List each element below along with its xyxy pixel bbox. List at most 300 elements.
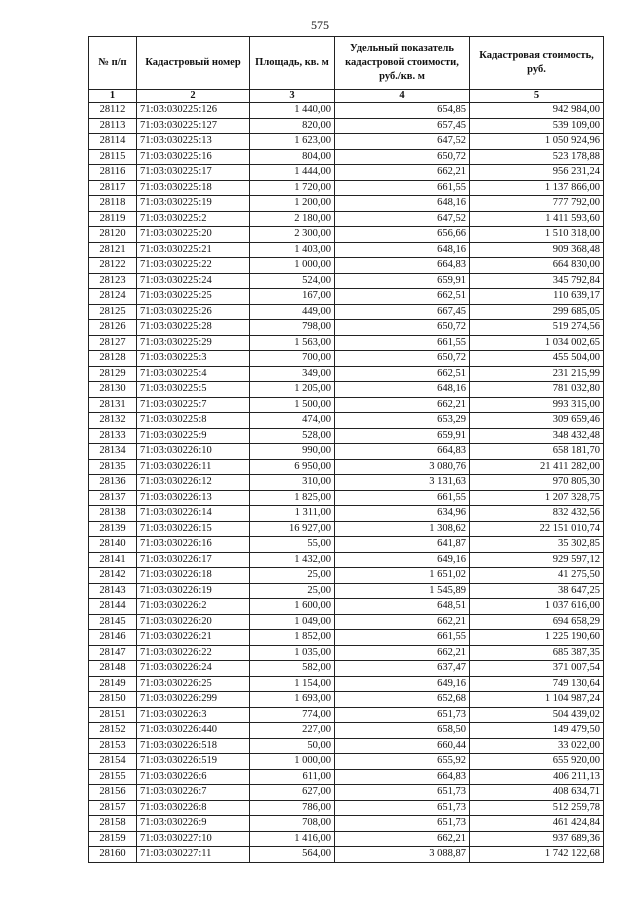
table-row [89, 242, 604, 258]
area-value: 564,00 [250, 847, 335, 863]
cadastral-number: 71:03:030227:10 [137, 831, 250, 847]
cadastral-value: 655 920,00 [470, 754, 604, 770]
row-index: 28126 [89, 320, 137, 336]
area-value: 1 720,00 [250, 180, 335, 196]
area-value: 1 444,00 [250, 165, 335, 181]
area-value: 1 416,00 [250, 831, 335, 847]
row-index: 28139 [89, 521, 137, 537]
cadastral-value: 519 274,56 [470, 320, 604, 336]
area-value: 1 563,00 [250, 335, 335, 351]
cadastral-number: 71:03:030225:24 [137, 273, 250, 289]
row-index: 28152 [89, 723, 137, 739]
table-row [89, 196, 604, 212]
unit-rate-value: 3 080,76 [335, 459, 470, 475]
row-index: 28128 [89, 351, 137, 367]
table-row [89, 614, 604, 630]
unit-rate-value: 651,73 [335, 816, 470, 832]
table-row [89, 676, 604, 692]
area-value: 1 403,00 [250, 242, 335, 258]
cadastral-number: 71:03:030226:22 [137, 645, 250, 661]
table-row [89, 227, 604, 243]
area-value: 25,00 [250, 568, 335, 584]
unit-rate-value: 657,45 [335, 118, 470, 134]
unit-rate-value: 1 651,02 [335, 568, 470, 584]
cadastral-number: 71:03:030225:9 [137, 428, 250, 444]
cadastral-value: 749 130,64 [470, 676, 604, 692]
row-index: 28137 [89, 490, 137, 506]
cadastral-value: 1 037 616,00 [470, 599, 604, 615]
table-row [89, 289, 604, 305]
cadastral-number: 71:03:030226:7 [137, 785, 250, 801]
row-index: 28133 [89, 428, 137, 444]
row-index: 28158 [89, 816, 137, 832]
area-value: 820,00 [250, 118, 335, 134]
table-row [89, 738, 604, 754]
cadastral-value: 664 830,00 [470, 258, 604, 274]
unit-rate-value: 651,73 [335, 800, 470, 816]
cadastral-value: 371 007,54 [470, 661, 604, 677]
table-row [89, 645, 604, 661]
row-index: 28142 [89, 568, 137, 584]
unit-rate-value: 652,68 [335, 692, 470, 708]
unit-rate-value: 647,52 [335, 134, 470, 150]
unit-rate-value: 661,55 [335, 180, 470, 196]
page-number: 575 [311, 18, 329, 32]
cadastral-value: 110 639,17 [470, 289, 604, 305]
cadastral-value: 1 411 593,60 [470, 211, 604, 227]
area-value: 1 432,00 [250, 552, 335, 568]
cadastral-value: 694 658,29 [470, 614, 604, 630]
table-row [89, 692, 604, 708]
cadastral-number: 71:03:030226:2 [137, 599, 250, 615]
cadastral-value: 35 302,85 [470, 537, 604, 553]
table-row [89, 800, 604, 816]
row-index: 28123 [89, 273, 137, 289]
cadastral-number: 71:03:030225:17 [137, 165, 250, 181]
row-index: 28143 [89, 583, 137, 599]
cadastral-number: 71:03:030225:7 [137, 397, 250, 413]
table-row [89, 413, 604, 429]
row-index: 28135 [89, 459, 137, 475]
area-value: 804,00 [250, 149, 335, 165]
row-index: 28122 [89, 258, 137, 274]
row-index: 28113 [89, 118, 137, 134]
area-value: 798,00 [250, 320, 335, 336]
row-index: 28147 [89, 645, 137, 661]
area-value: 55,00 [250, 537, 335, 553]
cadastral-number: 71:03:030225:126 [137, 103, 250, 119]
area-value: 16 927,00 [250, 521, 335, 537]
area-value: 990,00 [250, 444, 335, 460]
row-index: 28127 [89, 335, 137, 351]
row-index: 28150 [89, 692, 137, 708]
row-index: 28117 [89, 180, 137, 196]
unit-rate-value: 661,55 [335, 630, 470, 646]
unit-rate-value: 649,16 [335, 676, 470, 692]
column-number: 4 [335, 90, 470, 103]
cadastral-value: 149 479,50 [470, 723, 604, 739]
cadastral-number: 71:03:030226:24 [137, 661, 250, 677]
cadastral-number: 71:03:030225:8 [137, 413, 250, 429]
cadastral-number: 71:03:030226:11 [137, 459, 250, 475]
table-row [89, 211, 604, 227]
cadastral-value: 1 034 002,65 [470, 335, 604, 351]
cadastral-number: 71:03:030225:20 [137, 227, 250, 243]
cadastral-value: 461 424,84 [470, 816, 604, 832]
table-row [89, 785, 604, 801]
cadastral-number: 71:03:030225:4 [137, 366, 250, 382]
cadastral-number: 71:03:030226:21 [137, 630, 250, 646]
table-row [89, 475, 604, 491]
table-row [89, 769, 604, 785]
area-value: 1 000,00 [250, 754, 335, 770]
cadastral-value: 21 411 282,00 [470, 459, 604, 475]
unit-rate-value: 661,55 [335, 335, 470, 351]
row-index: 28132 [89, 413, 137, 429]
table-row [89, 754, 604, 770]
table-row [89, 583, 604, 599]
row-index: 28149 [89, 676, 137, 692]
row-index: 28156 [89, 785, 137, 801]
cadastral-number: 71:03:030226:440 [137, 723, 250, 739]
row-index: 28115 [89, 149, 137, 165]
table-row [89, 599, 604, 615]
cadastral-number: 71:03:030225:13 [137, 134, 250, 150]
table-row [89, 568, 604, 584]
unit-rate-value: 662,51 [335, 366, 470, 382]
table-body [89, 103, 604, 863]
table-row [89, 428, 604, 444]
unit-rate-value: 1 308,62 [335, 521, 470, 537]
area-value: 1 000,00 [250, 258, 335, 274]
unit-rate-value: 664,83 [335, 769, 470, 785]
cadastral-number: 71:03:030225:19 [137, 196, 250, 212]
table-row [89, 661, 604, 677]
table-row [89, 707, 604, 723]
area-value: 1 035,00 [250, 645, 335, 661]
column-header-area: Площадь, кв. м [250, 37, 335, 90]
table-row [89, 537, 604, 553]
cadastral-number: 71:03:030226:9 [137, 816, 250, 832]
header-row [89, 37, 604, 90]
cadastral-value: 1 050 924,96 [470, 134, 604, 150]
table-row [89, 320, 604, 336]
area-value: 25,00 [250, 583, 335, 599]
area-value: 1 693,00 [250, 692, 335, 708]
cadastral-number: 71:03:030226:18 [137, 568, 250, 584]
table-row [89, 397, 604, 413]
unit-rate-value: 651,73 [335, 707, 470, 723]
row-index: 28148 [89, 661, 137, 677]
unit-rate-value: 648,51 [335, 599, 470, 615]
area-value: 1 049,00 [250, 614, 335, 630]
table-row [89, 335, 604, 351]
cadastral-number: 71:03:030226:519 [137, 754, 250, 770]
table-row [89, 258, 604, 274]
cadastral-number: 71:03:030226:20 [137, 614, 250, 630]
table-row [89, 506, 604, 522]
cadastral-value: 299 685,05 [470, 304, 604, 320]
unit-rate-value: 667,45 [335, 304, 470, 320]
unit-rate-value: 641,87 [335, 537, 470, 553]
cadastral-number: 71:03:030225:22 [137, 258, 250, 274]
column-header-unit-rate: Удельный показатель кадастровой стоимости, руб./кв. м [335, 37, 470, 90]
area-value: 6 950,00 [250, 459, 335, 475]
cadastral-value: 512 259,78 [470, 800, 604, 816]
row-index: 28112 [89, 103, 137, 119]
cadastral-value: 348 432,48 [470, 428, 604, 444]
cadastral-number: 71:03:030226:8 [137, 800, 250, 816]
table-row [89, 847, 604, 863]
cadastral-number: 71:03:030225:2 [137, 211, 250, 227]
cadastral-value: 38 647,25 [470, 583, 604, 599]
row-index: 28151 [89, 707, 137, 723]
unit-rate-value: 648,16 [335, 196, 470, 212]
cadastral-value: 408 634,71 [470, 785, 604, 801]
table-row [89, 149, 604, 165]
area-value: 708,00 [250, 816, 335, 832]
cadastral-value: 937 689,36 [470, 831, 604, 847]
area-value: 582,00 [250, 661, 335, 677]
area-value: 1 500,00 [250, 397, 335, 413]
area-value: 167,00 [250, 289, 335, 305]
area-value: 449,00 [250, 304, 335, 320]
row-index: 28146 [89, 630, 137, 646]
cadastral-value: 970 805,30 [470, 475, 604, 491]
unit-rate-value: 648,16 [335, 382, 470, 398]
cadastral-value: 231 215,99 [470, 366, 604, 382]
area-value: 227,00 [250, 723, 335, 739]
area-value: 2 180,00 [250, 211, 335, 227]
row-index: 28116 [89, 165, 137, 181]
row-index: 28119 [89, 211, 137, 227]
unit-rate-value: 662,51 [335, 289, 470, 305]
cadastral-value: 777 792,00 [470, 196, 604, 212]
unit-rate-value: 637,47 [335, 661, 470, 677]
table-row [89, 366, 604, 382]
area-value: 786,00 [250, 800, 335, 816]
row-index: 28138 [89, 506, 137, 522]
unit-rate-value: 664,83 [335, 444, 470, 460]
cadastral-number: 71:03:030226:10 [137, 444, 250, 460]
table-row [89, 165, 604, 181]
row-index: 28144 [89, 599, 137, 615]
cadastral-number: 71:03:030225:3 [137, 351, 250, 367]
area-value: 1 623,00 [250, 134, 335, 150]
table-row [89, 444, 604, 460]
table-row [89, 521, 604, 537]
unit-rate-value: 653,29 [335, 413, 470, 429]
cadastral-value: 1 510 318,00 [470, 227, 604, 243]
cadastral-number: 71:03:030225:127 [137, 118, 250, 134]
cadastral-number: 71:03:030226:13 [137, 490, 250, 506]
area-value: 474,00 [250, 413, 335, 429]
row-index: 28134 [89, 444, 137, 460]
area-value: 524,00 [250, 273, 335, 289]
unit-rate-value: 658,50 [335, 723, 470, 739]
area-value: 611,00 [250, 769, 335, 785]
area-value: 528,00 [250, 428, 335, 444]
table-row [89, 723, 604, 739]
unit-rate-value: 647,52 [335, 211, 470, 227]
row-index: 28121 [89, 242, 137, 258]
unit-rate-value: 662,21 [335, 614, 470, 630]
row-index: 28129 [89, 366, 137, 382]
cadastral-number: 71:03:030226:19 [137, 583, 250, 599]
table-row [89, 382, 604, 398]
cadastral-value: 309 659,46 [470, 413, 604, 429]
column-numbers-row [89, 90, 604, 103]
cadastral-value: 539 109,00 [470, 118, 604, 134]
area-value: 700,00 [250, 351, 335, 367]
row-index: 28140 [89, 537, 137, 553]
cadastral-value: 1 742 122,68 [470, 847, 604, 863]
cadastral-number: 71:03:030225:5 [137, 382, 250, 398]
column-number: 1 [89, 90, 137, 103]
area-value: 1 825,00 [250, 490, 335, 506]
cadastral-value: 1 207 328,75 [470, 490, 604, 506]
row-index: 28120 [89, 227, 137, 243]
unit-rate-value: 656,66 [335, 227, 470, 243]
cadastral-number: 71:03:030226:14 [137, 506, 250, 522]
area-value: 310,00 [250, 475, 335, 491]
area-value: 1 600,00 [250, 599, 335, 615]
cadastral-value: 523 178,88 [470, 149, 604, 165]
column-header-cadastral-number: Кадастровый номер [137, 37, 250, 90]
unit-rate-value: 659,91 [335, 273, 470, 289]
row-index: 28141 [89, 552, 137, 568]
row-index: 28125 [89, 304, 137, 320]
row-index: 28159 [89, 831, 137, 847]
unit-rate-value: 664,83 [335, 258, 470, 274]
row-index: 28114 [89, 134, 137, 150]
unit-rate-value: 655,92 [335, 754, 470, 770]
cadastral-number: 71:03:030227:11 [137, 847, 250, 863]
row-index: 28160 [89, 847, 137, 863]
unit-rate-value: 649,16 [335, 552, 470, 568]
table-row [89, 118, 604, 134]
unit-rate-value: 634,96 [335, 506, 470, 522]
cadastral-value: 993 315,00 [470, 397, 604, 413]
table-row [89, 459, 604, 475]
table-row [89, 273, 604, 289]
cadastral-value: 942 984,00 [470, 103, 604, 119]
table-row [89, 180, 604, 196]
area-value: 774,00 [250, 707, 335, 723]
cadastral-value: 956 231,24 [470, 165, 604, 181]
row-index: 28124 [89, 289, 137, 305]
table-row [89, 103, 604, 119]
unit-rate-value: 662,21 [335, 831, 470, 847]
unit-rate-value: 3 131,63 [335, 475, 470, 491]
column-number: 5 [470, 90, 604, 103]
area-value: 50,00 [250, 738, 335, 754]
cadastral-number: 71:03:030226:299 [137, 692, 250, 708]
cadastral-number: 71:03:030226:15 [137, 521, 250, 537]
cadastral-number: 71:03:030226:17 [137, 552, 250, 568]
cadastral-number: 71:03:030225:25 [137, 289, 250, 305]
cadastral-value: 22 151 010,74 [470, 521, 604, 537]
column-number: 3 [250, 90, 335, 103]
cadastral-number: 71:03:030226:518 [137, 738, 250, 754]
unit-rate-value: 1 545,89 [335, 583, 470, 599]
cadastral-value: 41 275,50 [470, 568, 604, 584]
area-value: 1 440,00 [250, 103, 335, 119]
table-row [89, 552, 604, 568]
unit-rate-value: 651,73 [335, 785, 470, 801]
column-number: 2 [137, 90, 250, 103]
cadastral-number: 71:03:030226:16 [137, 537, 250, 553]
cadastral-table [88, 36, 604, 863]
row-index: 28118 [89, 196, 137, 212]
unit-rate-value: 650,72 [335, 351, 470, 367]
table-row [89, 630, 604, 646]
unit-rate-value: 654,85 [335, 103, 470, 119]
cadastral-value: 781 032,80 [470, 382, 604, 398]
cadastral-number: 71:03:030226:6 [137, 769, 250, 785]
cadastral-value: 1 104 987,24 [470, 692, 604, 708]
cadastral-number: 71:03:030225:16 [137, 149, 250, 165]
unit-rate-value: 662,21 [335, 165, 470, 181]
unit-rate-value: 648,16 [335, 242, 470, 258]
cadastral-number: 71:03:030225:21 [137, 242, 250, 258]
unit-rate-value: 659,91 [335, 428, 470, 444]
area-value: 1 200,00 [250, 196, 335, 212]
unit-rate-value: 3 088,87 [335, 847, 470, 863]
cadastral-value: 685 387,35 [470, 645, 604, 661]
cadastral-number: 71:03:030225:29 [137, 335, 250, 351]
cadastral-value: 658 181,70 [470, 444, 604, 460]
cadastral-value: 504 439,02 [470, 707, 604, 723]
row-index: 28136 [89, 475, 137, 491]
row-index: 28154 [89, 754, 137, 770]
cadastral-value: 33 022,00 [470, 738, 604, 754]
row-index: 28145 [89, 614, 137, 630]
cadastral-value: 929 597,12 [470, 552, 604, 568]
area-value: 627,00 [250, 785, 335, 801]
table-row [89, 816, 604, 832]
row-index: 28130 [89, 382, 137, 398]
cadastral-number: 71:03:030225:28 [137, 320, 250, 336]
area-value: 1 154,00 [250, 676, 335, 692]
row-index: 28157 [89, 800, 137, 816]
area-value: 1 205,00 [250, 382, 335, 398]
cadastral-number: 71:03:030225:26 [137, 304, 250, 320]
column-header-cadastral-value: Кадастровая стоимость, руб. [470, 37, 604, 90]
row-index: 28131 [89, 397, 137, 413]
table-row [89, 304, 604, 320]
cadastral-value: 909 368,48 [470, 242, 604, 258]
cadastral-value: 406 211,13 [470, 769, 604, 785]
area-value: 1 852,00 [250, 630, 335, 646]
unit-rate-value: 661,55 [335, 490, 470, 506]
cadastral-value: 455 504,00 [470, 351, 604, 367]
cadastral-number: 71:03:030225:18 [137, 180, 250, 196]
unit-rate-value: 650,72 [335, 320, 470, 336]
table-row [89, 831, 604, 847]
unit-rate-value: 662,21 [335, 645, 470, 661]
cadastral-value: 1 225 190,60 [470, 630, 604, 646]
cadastral-number: 71:03:030226:12 [137, 475, 250, 491]
cadastral-number: 71:03:030226:25 [137, 676, 250, 692]
unit-rate-value: 650,72 [335, 149, 470, 165]
area-value: 1 311,00 [250, 506, 335, 522]
cadastral-value: 345 792,84 [470, 273, 604, 289]
cadastral-value: 832 432,56 [470, 506, 604, 522]
area-value: 349,00 [250, 366, 335, 382]
row-index: 28155 [89, 769, 137, 785]
unit-rate-value: 660,44 [335, 738, 470, 754]
